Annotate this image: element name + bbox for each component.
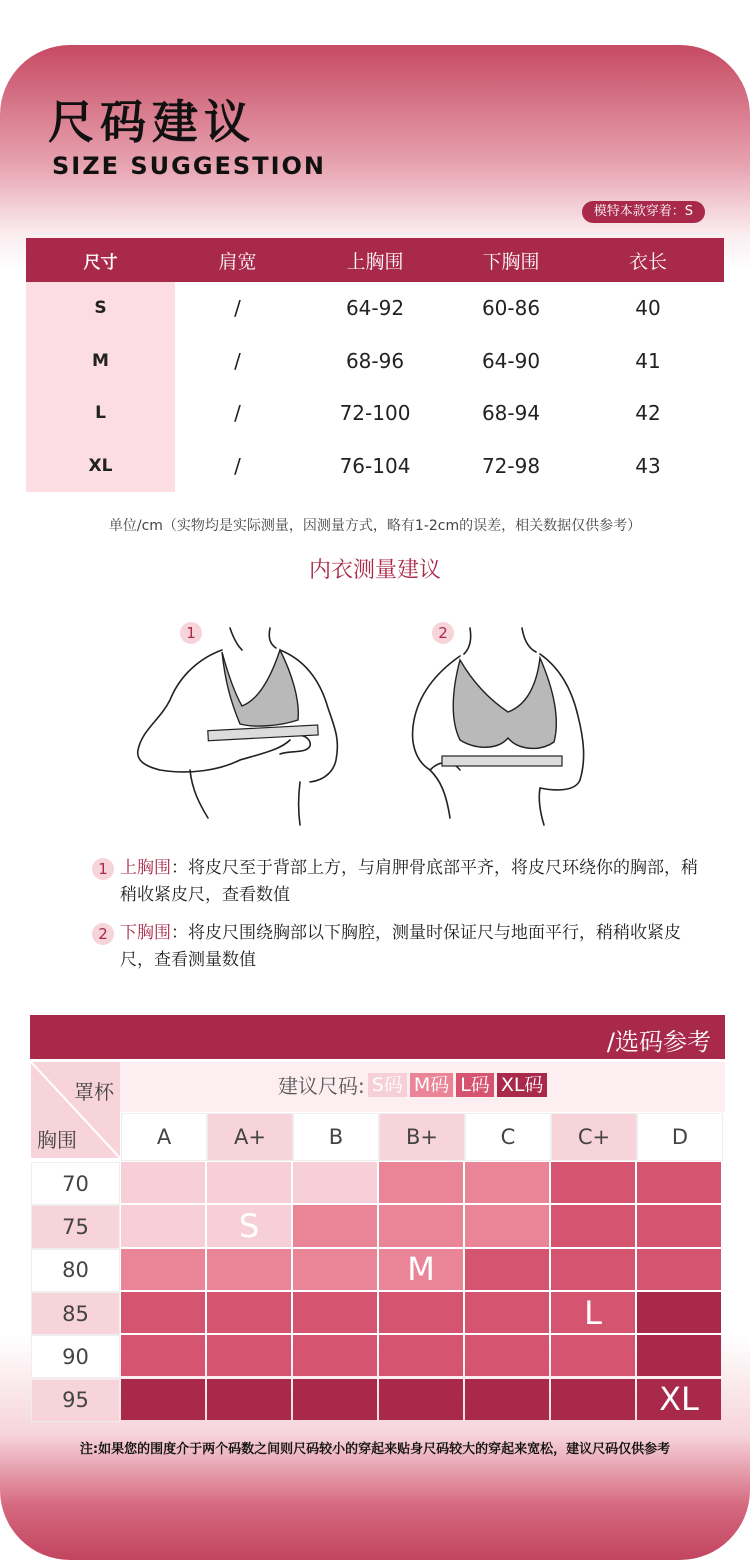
bust-header: 95: [31, 1379, 120, 1422]
step-number-2: 2: [92, 923, 114, 945]
cell-upper-bust: 72-100: [339, 401, 411, 426]
grid-cell-l: [637, 1205, 721, 1246]
grid-cell-m: [465, 1162, 549, 1203]
size-row: [26, 282, 724, 335]
measure-illustration-2: [390, 620, 610, 834]
measure-title: 内衣测量建议: [308, 558, 441, 583]
cup-header: D: [637, 1113, 723, 1161]
step-title-1: 上胸围: [120, 858, 171, 878]
measure-illustration-1: [130, 620, 350, 834]
grid-cell-l: [465, 1292, 549, 1333]
cup-chart-title: /选码参考: [606, 1028, 711, 1056]
grid-cell-l: [637, 1249, 721, 1290]
cell-shoulder: /: [234, 401, 241, 426]
grid-cell-m: [293, 1205, 377, 1246]
header-length: 衣长: [628, 250, 667, 273]
size-row: [26, 440, 724, 493]
cell-length: 40: [635, 296, 661, 321]
header-under-bust: 下胸围: [482, 250, 540, 273]
header-size: 尺寸: [83, 252, 118, 273]
grid-cell-m: [379, 1162, 463, 1203]
grid-size-label: S: [238, 1206, 260, 1245]
grid-cell-xl: [207, 1379, 291, 1420]
cell-shoulder: /: [234, 348, 241, 373]
grid-cell-l: [551, 1205, 635, 1246]
bust-header: 80: [31, 1249, 120, 1292]
cell-size: S: [26, 282, 175, 335]
grid-corner: [31, 1062, 120, 1158]
cell-under-bust: 68-94: [481, 401, 541, 426]
size-table-header: [26, 238, 724, 282]
measure-step-2: [92, 920, 712, 974]
grid-cell-xl: [465, 1379, 549, 1420]
size-table-body: [26, 282, 724, 492]
grid-cell-s: [293, 1162, 377, 1203]
cup-header: C+: [551, 1113, 637, 1161]
grid-cell-l: [465, 1335, 549, 1376]
cell-under-bust: 72-98: [481, 453, 541, 478]
bust-header: 85: [31, 1292, 120, 1335]
legend-item: XL码: [497, 1073, 548, 1097]
unit-note: 单位/cm（实物均是实际测量，因测量方式，略有1-2cm的误差，相关数据仅供参考）: [108, 518, 642, 534]
cell-upper-bust: 68-96: [345, 348, 405, 373]
grid-cell-m: [379, 1205, 463, 1246]
cell-length: 43: [635, 453, 661, 478]
cup-header: B+: [379, 1113, 465, 1161]
grid-size-label: L: [584, 1293, 602, 1332]
grid-cell-l: [637, 1162, 721, 1203]
cup-header: C: [465, 1113, 551, 1161]
grid-cell-l: [379, 1292, 463, 1333]
measure-step-1: [92, 855, 712, 909]
grid-cell-m: [207, 1249, 291, 1290]
cell-upper-bust: 64-92: [345, 296, 405, 321]
grid-size-label: M: [407, 1250, 435, 1289]
page-title: 尺码建议: [48, 95, 256, 149]
size-row: [26, 335, 724, 388]
grid-cell-s: [207, 1162, 291, 1203]
grid-cell-xl: [379, 1379, 463, 1420]
cell-upper-bust: 76-104: [339, 453, 411, 478]
grid-size-label: XL: [659, 1380, 699, 1419]
grid-cell-xl: [637, 1335, 721, 1376]
cell-under-bust: 64-90: [481, 348, 541, 373]
grid-cell-m: [465, 1205, 549, 1246]
grid-cell-m: [293, 1249, 377, 1290]
grid-cell-s: [121, 1205, 205, 1246]
grid-cell-xl: [551, 1379, 635, 1420]
size-legend: [278, 1070, 547, 1099]
grid-cell-l: [121, 1335, 205, 1376]
grid-cell-l: [379, 1335, 463, 1376]
cell-shoulder: /: [234, 453, 241, 478]
cell-length: 42: [635, 401, 661, 426]
cell-size: L: [26, 387, 175, 440]
cup-header: A+: [207, 1113, 293, 1161]
illustration-number-2: 2: [432, 622, 454, 644]
grid-cell-l: [551, 1249, 635, 1290]
grid-cell-xl: [121, 1379, 205, 1420]
size-table: [26, 238, 724, 492]
step-text-2: ：将皮尺围绕胸部以下胸腔，测量时保证尺与地面平行，稍稍收紧皮尺，查看测量数值: [120, 923, 681, 970]
header-shoulder: 肩宽: [218, 250, 257, 273]
grid-cell-l: [207, 1335, 291, 1376]
page-subtitle: SIZE SUGGESTION: [52, 152, 327, 180]
legend-item: L码: [456, 1073, 494, 1097]
step-text-1: ：将皮尺至于背部上方，与肩胛骨底部平齐，将皮尺环绕你的胸部，稍稍收紧皮尺，查看数值: [120, 858, 698, 905]
cell-length: 41: [635, 348, 661, 373]
woman-upper-bust-icon: [130, 620, 350, 830]
grid-cell-l: [465, 1249, 549, 1290]
grid-cell-m: [121, 1249, 205, 1290]
size-row: [26, 387, 724, 440]
cell-shoulder: /: [234, 296, 241, 321]
bottom-note: 注:如果您的围度介于两个码数之间则尺码较小的穿起来贴身尺码较大的穿起来宽松，建议尺码仅供参考: [79, 1442, 671, 1457]
cup-axis-label: 罩杯: [74, 1080, 114, 1104]
grid-cell-s: [121, 1162, 205, 1203]
cell-under-bust: 60-86: [481, 296, 541, 321]
cell-size: XL: [26, 440, 175, 493]
illustration-number-1: 1: [180, 622, 202, 644]
grid-cell-l: [551, 1335, 635, 1376]
header-upper-bust: 上胸围: [346, 250, 404, 273]
cup-header: A: [121, 1113, 207, 1161]
bust-header: 75: [31, 1205, 120, 1248]
model-size-badge: 模特本款穿着：S: [582, 201, 705, 223]
step-title-2: 下胸围: [120, 923, 171, 943]
legend-label: 建议尺码:: [278, 1074, 365, 1098]
grid-cell-l: [293, 1292, 377, 1333]
grid-cell-l: [551, 1162, 635, 1203]
legend-item: M码: [410, 1073, 453, 1097]
grid-cell-l: [121, 1292, 205, 1333]
cup-chart-bar: [30, 1015, 725, 1059]
step-number-1: 1: [92, 858, 114, 880]
grid-cell-xl: [637, 1292, 721, 1333]
bust-header: 70: [31, 1162, 120, 1205]
bust-axis-label: 胸围: [37, 1128, 77, 1152]
woman-under-bust-icon: [390, 620, 610, 830]
grid-cell-xl: [293, 1379, 377, 1420]
cell-size: M: [26, 335, 175, 388]
grid-cell-l: [207, 1292, 291, 1333]
cup-header: B: [293, 1113, 379, 1161]
bust-header: 90: [31, 1335, 120, 1378]
legend-item: S码: [368, 1073, 407, 1097]
grid-cell-l: [293, 1335, 377, 1376]
